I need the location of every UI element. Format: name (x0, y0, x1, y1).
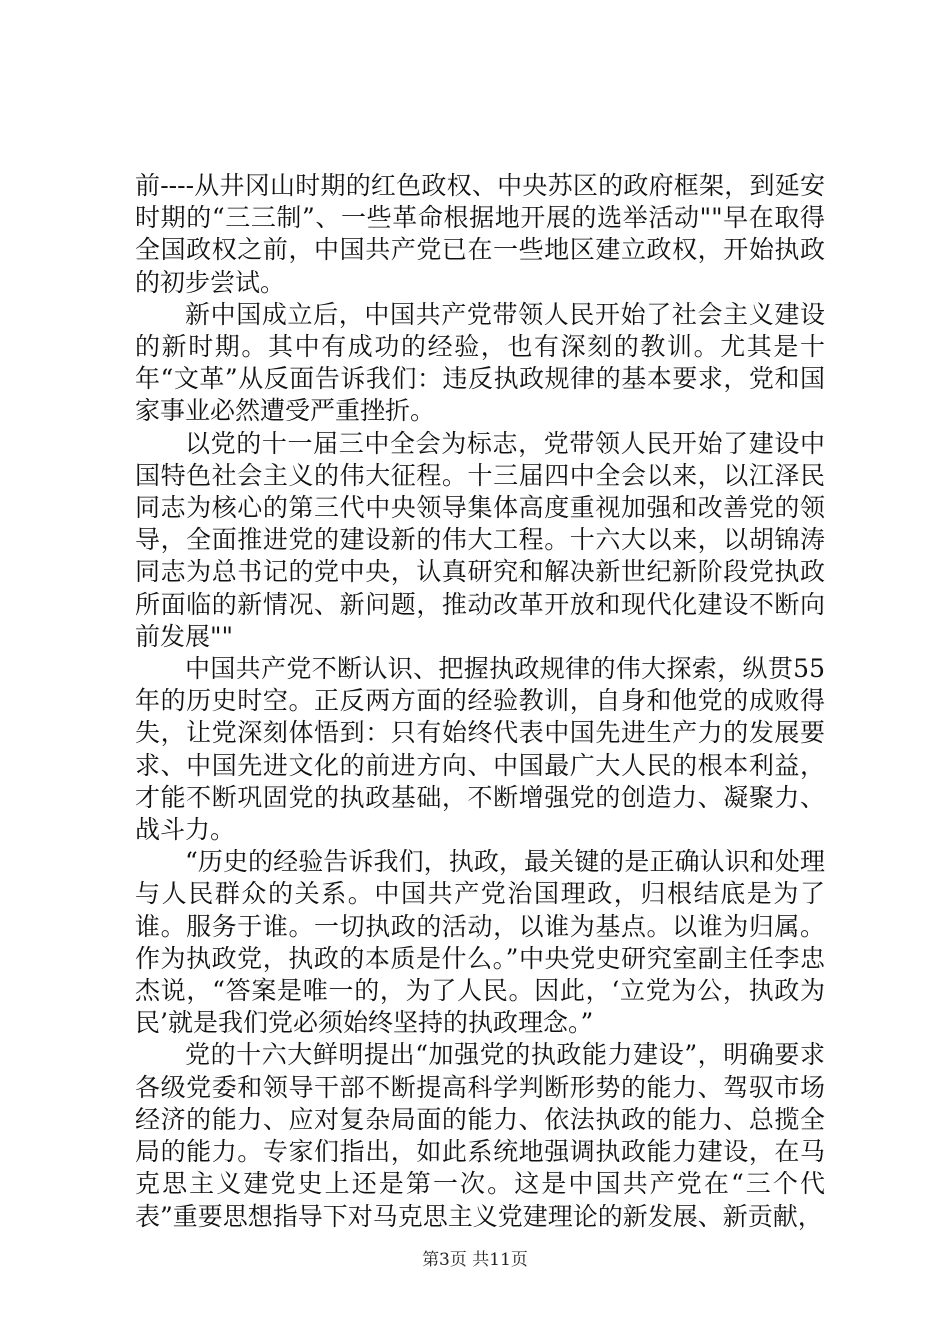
paragraph: 新中国成立后，中国共产党带领人民开始了社会主义建设的新时期。其中有成功的经验，也有深刻的教训。尤其是十年“文革”从反面告诉我们：违反执政规律的基本要求，党和国家事业必然遭受严重挫折。 (135, 299, 825, 426)
page-footer: 第3页 共11页 (422, 1250, 528, 1270)
paragraph: 中国共产党不断认识、把握执政规律的伟大探索，纵贯55年的历史时空。正反两方面的经验教训，自身和他党的成败得失，让党深刻体悟到：只有始终代表中国先进生产力的发展要求、中国先进文化的前进方向、中国最广大人民的根本利益，才能不断巩固党的执政基础，不断增强党的创造力、凝聚力、战斗力。 (135, 654, 825, 845)
paragraph: 党的十六大鲜明提出“加强党的执政能力建设”，明确要求各级党委和领导干部不断提高科学判断形势的能力、驾驭市场经济的能力、应对复杂局面的能力、依法执政的能力、总揽全局的能力。专家们指出，如此系统地强调执政能力建设，在马克思主义建党史上还是第一次。这是中国共产党在“三个代表”重要思想指导下对马克思主义党建理论的新发展、新贡献， (135, 1040, 825, 1231)
paragraph-continued: 前----从井冈山时期的红色政权、中央苏区的政府框架，到延安时期的“三三制”、一些革命根据地开展的选举活动""早在取得全国政权之前，中国共产党已在一些地区建立政权，开始执政的初步尝试。 (135, 171, 825, 297)
document-body (135, 170, 825, 1233)
paragraph: 以党的十一届三中全会为标志，党带领人民开始了建设中国特色社会主义的伟大征程。十三届四中全会以来，以江泽民同志为核心的第三代中央领导集体高度重视加强和改善党的领导，全面推进党的建设新的伟大工程。十六大以来，以胡锦涛同志为总书记的党中央，认真研究和解决新世纪新阶段党执政所面临的新情况、新问题，推动改革开放和现代化建设不断向前发展"" (135, 428, 825, 651)
paragraph: “历史的经验告诉我们，执政，最关键的是正确认识和处理与人民群众的关系。中国共产党治国理政，归根结底是为了谁。服务于谁。一切执政的活动，以谁为基点。以谁为归属。作为执政党，执政的本质是什么。”中央党史研究室副主任李忠杰说，“答案是唯一的，为了人民。因此，‘立党为公，执政为民’就是我们党必须始终坚持的执政理念。” (135, 847, 825, 1038)
